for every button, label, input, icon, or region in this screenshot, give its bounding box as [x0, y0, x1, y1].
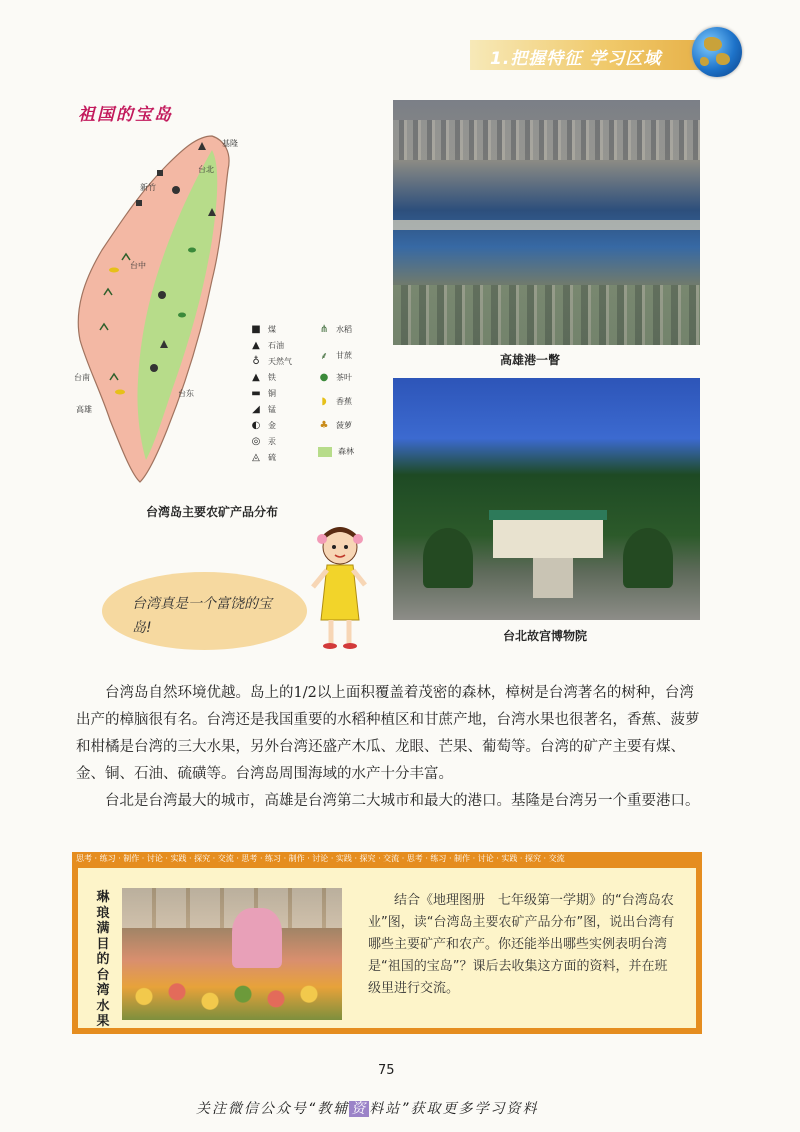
body-paragraph-2: 台北是台湾最大的城市，高雄是台湾第二大城市和最大的港口。基隆是台湾另一个重要港口。: [105, 793, 700, 809]
city-label-hsinchu: 新竹: [140, 183, 156, 192]
map-caption: 台湾岛主要农矿产品分布: [146, 505, 279, 519]
city-label-taichung: 台中: [130, 261, 146, 270]
copper-icon: ▬: [251, 388, 261, 399]
page-number: 75: [378, 1063, 395, 1078]
legend-label-pineapple: 菠萝: [336, 421, 352, 430]
section-title: 祖国的宝岛: [78, 105, 173, 125]
legend-label-tea: 茶叶: [336, 373, 352, 382]
legend-label-coal: 煤: [268, 325, 276, 334]
gold-icon: ◐: [251, 420, 261, 431]
legend-label-oil: 石油: [268, 341, 284, 350]
iron-icon: ▲: [252, 372, 260, 383]
rice-icon: ⋔: [319, 324, 329, 335]
watermark-part-1: 关注微信公众号“教辅: [196, 1101, 350, 1117]
city-label-keelung: 基隆: [222, 139, 238, 148]
city-label-taipei: 台北: [198, 165, 214, 174]
legend-label-manganese: 锰: [268, 405, 276, 414]
kaohsiung-caption: 高雄港一瞥: [500, 353, 561, 367]
palace-museum-caption: 台北故宫博物院: [503, 629, 588, 643]
fruit-stall-photo: [122, 888, 342, 1020]
activity-instruction-text: 结合《地理图册 七年级第一学期》的“台湾岛农业”图，读“台湾岛主要农矿产品分布”图，说出台湾有哪些主要矿产和农产。你还能举出哪些实例表明台湾是“祖国的宝岛”？课后去收集这方面的资料，并在班级里进行交流。: [368, 893, 675, 996]
banana-icon: ◗: [321, 396, 327, 407]
legend-label-sulfur: 硫: [268, 453, 276, 462]
coal-icon: ■: [251, 324, 261, 335]
watermark-highlight: 资: [351, 1101, 368, 1117]
body-paragraph-1: 台湾岛自然环境优越。岛上的1/2以上面积覆盖着茂密的森林，樟树是台湾著名的树种，台湾出产的樟脑很有名。台湾还是我国重要的水稻种植区和甘蔗产地，台湾水果也很著名，香蕉、菠萝和柑橘是台湾的三大水果，另外台湾还盛产木瓜、龙眼、芒果、葡萄等。台湾的矿产主要有煤、金、铜、石油、硫磺等。台湾岛周围海域的水产十分丰富。: [76, 685, 700, 782]
natural-gas-icon: ♁: [252, 356, 260, 367]
legend-label-rice: 水稻: [336, 325, 352, 334]
activity-strip: 思考 · 练习 · 制作 · 讨论 · 实践 · 探究 · 交流 · 思考 · 练习 · 制作 · 讨论 · 实践 · 探究 · 交流 · 思考 · 练习 · 制作 · 讨论 · 实践 · 探究 · 交流: [76, 854, 565, 863]
oil-icon: ▲: [252, 340, 260, 351]
tea-leaf-icon: ●: [319, 372, 329, 383]
forest-swatch-icon: [318, 447, 332, 457]
legend-label-copper: 铜: [268, 389, 276, 398]
legend-label-forest: 森林: [338, 447, 354, 456]
sulfur-icon: ◬: [252, 452, 260, 463]
city-label-taitung: 台东: [178, 389, 194, 398]
pineapple-icon: ♣: [319, 420, 329, 431]
fruit-photo-title: 琳琅满目的台湾水果: [96, 890, 110, 1029]
cartoon-girl-illustration: [305, 525, 375, 650]
city-label-kaohsiung: 高雄: [76, 405, 92, 414]
watermark-text: [196, 1098, 539, 1118]
palace-museum-photo: [393, 378, 700, 620]
legend-label-mercury: 汞: [268, 437, 276, 446]
kaohsiung-harbor-photo: [393, 100, 700, 345]
mercury-icon: ◎: [251, 436, 261, 447]
legend-label-iron: 铁: [268, 373, 276, 382]
legend-label-gold: 金: [268, 421, 276, 430]
speech-bubble-text: 台湾真是一个富饶的宝岛!: [132, 596, 272, 636]
sugarcane-icon: ⸙: [320, 351, 328, 362]
watermark-part-2: 料站”获取更多学习资料: [369, 1101, 539, 1117]
chapter-title: 1.把握特征 学习区域: [490, 49, 662, 69]
city-label-tainan: 台南: [74, 373, 90, 382]
legend-label-banana: 香蕉: [336, 397, 352, 406]
activity-inner-panel: [78, 868, 696, 1028]
activity-box: [72, 852, 702, 1034]
manganese-icon: ◢: [252, 404, 260, 415]
globe-icon: [692, 27, 742, 77]
legend-label-sugarcane: 甘蔗: [336, 350, 352, 360]
legend-label-gas: 天然气: [268, 357, 292, 366]
